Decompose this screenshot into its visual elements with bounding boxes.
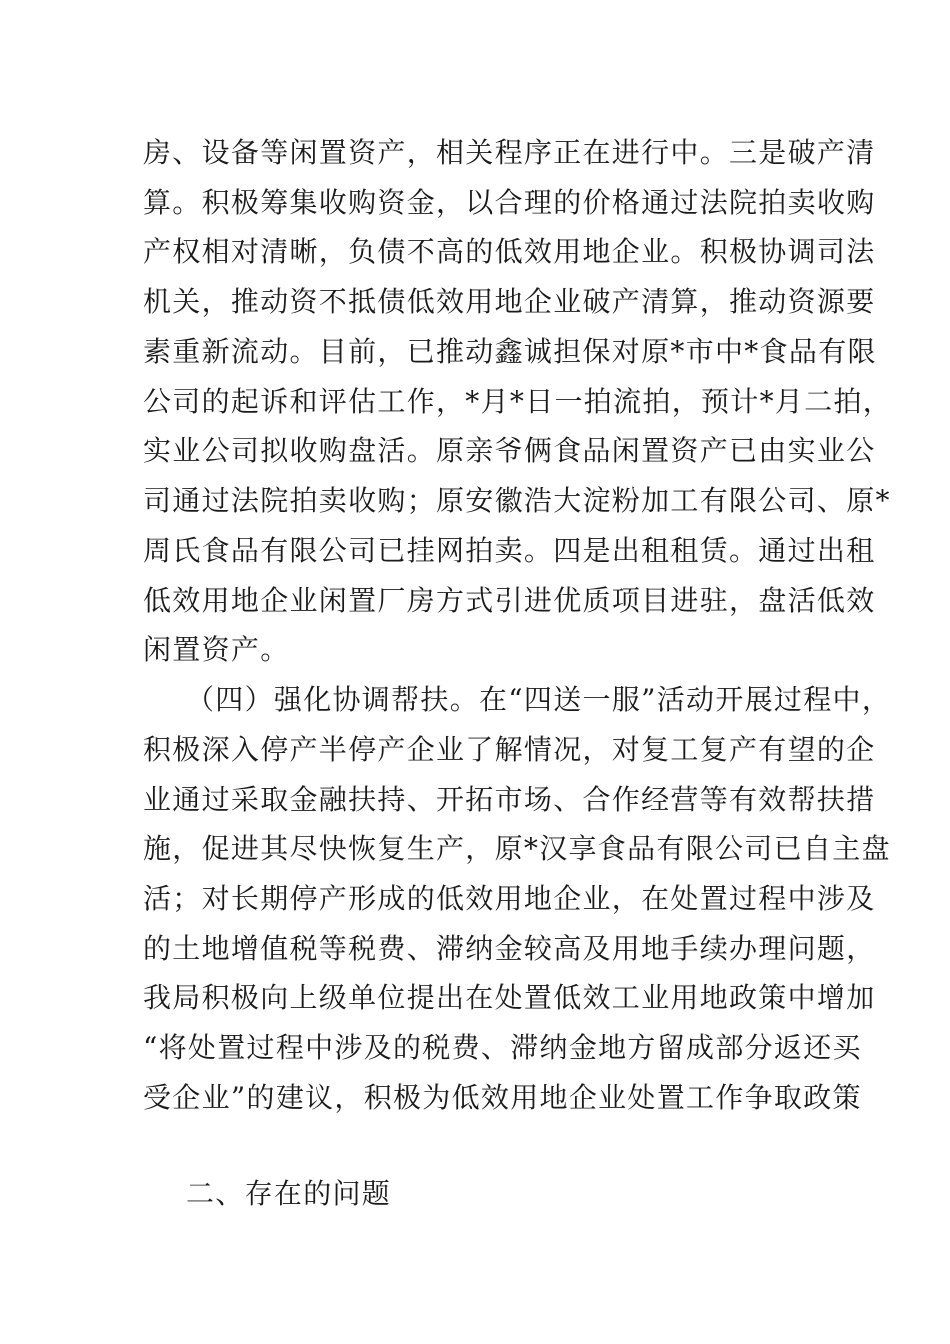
body-text-line: 的土地增值税等税费、滞纳金较高及用地手续办理问题，	[143, 932, 876, 965]
body-text-line: 算。积极筹集收购资金，以合理的价格通过法院拍卖收购	[143, 186, 876, 219]
body-text-line: 产权相对清晰，负债不高的低效用地企业。积极协调司法	[143, 235, 876, 268]
paragraph-first-line: （四）强化协调帮扶。在“四送一服”活动开展过程中，	[186, 683, 892, 716]
body-text-line: 业通过采取金融扶持、开拓市场、合作经营等有效帮扶措	[143, 783, 876, 816]
body-text-line: 公司的起诉和评估工作，*月*日一拍流拍，预计*月二拍，	[143, 385, 893, 418]
body-text-line: 低效用地企业闲置厂房方式引进优质项目进驻，盘活低效	[143, 584, 876, 617]
body-text-line: 施，促进其尽快恢复生产，原*汉享食品有限公司已自主盘	[143, 832, 891, 865]
body-text-line: “将处置过程中涉及的税费、滞纳金地方留成部分返还买	[143, 1031, 862, 1064]
body-text-line: 实业公司拟收购盘活。原亲爷俩食品闲置资产已由实业公	[143, 434, 876, 467]
body-text-line: 司通过法院拍卖收购；原安徽浩大淀粉加工有限公司、原*	[143, 484, 891, 517]
section-heading: 二、存在的问题	[186, 1177, 392, 1210]
body-text-line: 闲置资产。	[143, 633, 290, 666]
body-text-line: 机关，推动资不抵债低效用地企业破产清算，推动资源要	[143, 285, 876, 318]
body-text-line: 活；对长期停产形成的低效用地企业，在处置过程中涉及	[143, 882, 876, 915]
body-text-line: 周氏食品有限公司已挂网拍卖。四是出租租赁。通过出租	[143, 534, 876, 567]
body-text-line: 受企业”的建议，积极为低效用地企业处置工作争取政策	[143, 1081, 862, 1114]
body-text-line: 积极深入停产半停产企业了解情况，对复工复产有望的企	[143, 733, 876, 766]
body-text-line: 素重新流动。目前，已推动鑫诚担保对原*市中*食品有限	[143, 335, 877, 368]
body-text-line: 我局积极向上级单位提出在处置低效工业用地政策中增加	[143, 981, 876, 1014]
body-text-line: 房、设备等闲置资产，相关程序正在进行中。三是破产清	[143, 136, 876, 169]
